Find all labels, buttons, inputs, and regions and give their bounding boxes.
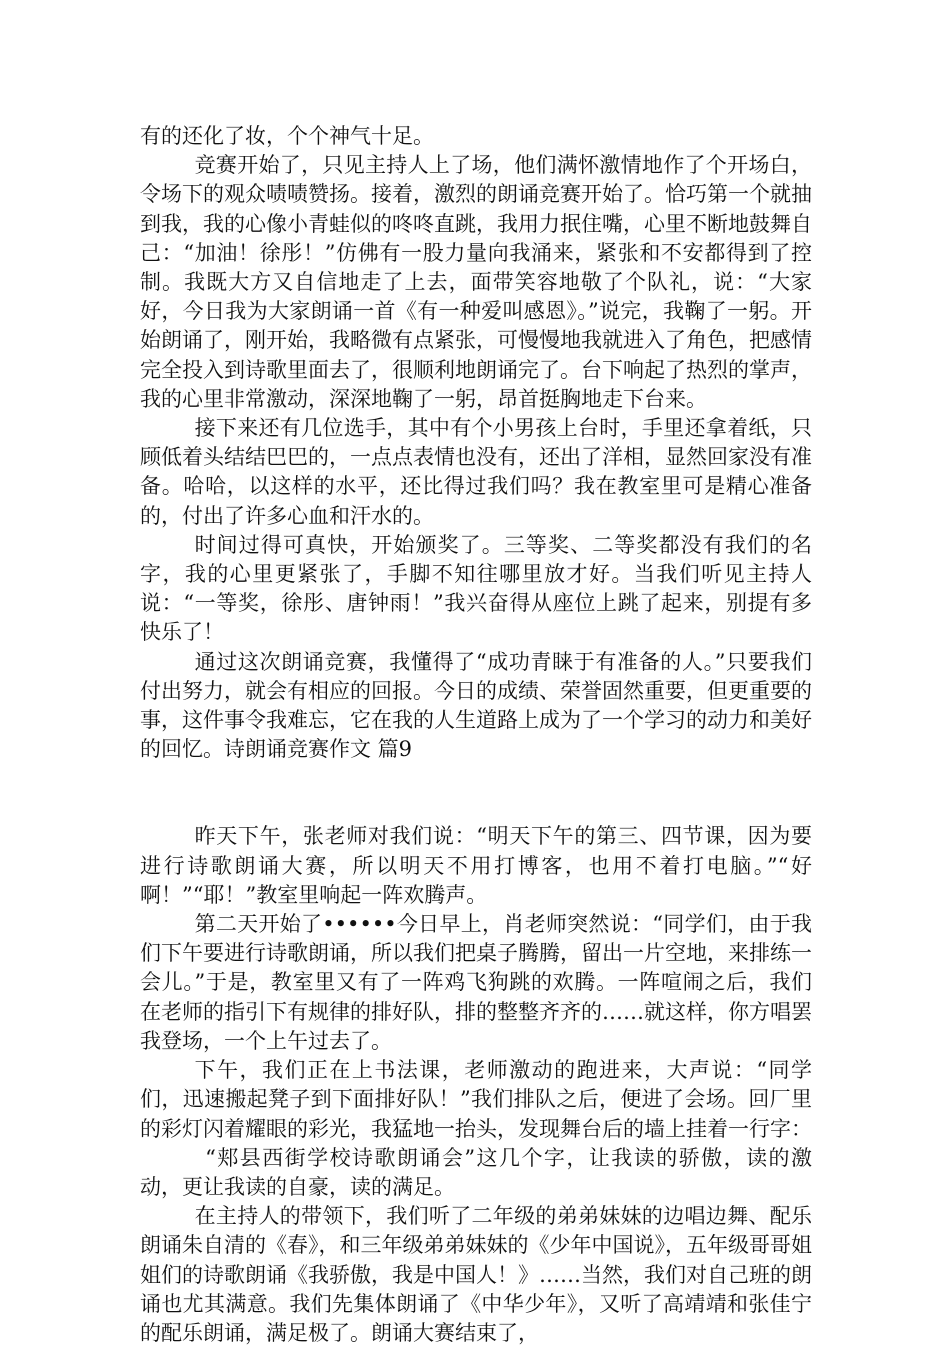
paragraph-4: 时间过得可真快，开始颁奖了。三等奖、二等奖都没有我们的名字，我的心里更紧张了，手脚不知往哪里放才好。当我们听见主持人说：“一等奖，徐彤、唐钟雨！”我兴奋得从座位上跳了起来，别提有多快乐了！ xyxy=(140,532,812,645)
document-page xyxy=(140,122,812,1348)
paragraph-9: “郏县西街学校诗歌朗诵会”这几个字，让我读的骄傲，读的激动，更让我读的自豪，读的满足。 xyxy=(140,1145,812,1199)
paragraph-7: 第二天开始了••••••今日早上，肖老师突然说：“同学们，由于我们下午要进行诗歌朗诵，所以我们把桌子腾腾，留出一片空地，来排练一会儿。”于是，教室里又有了一阵鸡飞狗跳的欢腾。一阵喧闹之后，我们在老师的指引下有规律的排好队，排的整整齐齐的……就这样，你方唱罢我登场，一个上午过去了。 xyxy=(140,912,812,1053)
paragraph-3: 接下来还有几位选手，其中有个小男孩上台时，手里还拿着纸，只顾低着头结结巴巴的，一点点表情也没有，还出了洋相，显然回家没有准备。哈哈，以这样的水平，还比得过我们吗？我在教室里可是精心准备的，付出了许多心血和汗水的。 xyxy=(140,416,812,528)
paragraph-1: 有的还化了妆，个个神气十足。 xyxy=(140,124,434,148)
paragraph-8: 下午，我们正在上书法课，老师激动的跑进来，大声说：“同学们，迅速搬起凳子到下面排好队！”我们排队之后，便进了会场。回厂里的彩灯闪着耀眼的彩光，我猛地一抬头，发现舞台后的墙上挂着一行字： xyxy=(140,1058,812,1141)
paragraph-6: 昨天下午，张老师对我们说：“明天下午的第三、四节课，因为要进行诗歌朗诵大赛，所以明天不用打博客，也用不着打电脑。”“好啊！”“耶！”教室里响起一阵欢腾声。 xyxy=(140,824,812,907)
paragraph-2: 竞赛开始了，只见主持人上了场，他们满怀激情地作了个开场白，令场下的观众啧啧赞扬。接着，激烈的朗诵竞赛开始了。恰巧第一个就抽到我，我的心像小青蛙似的咚咚直跳，我用力抿住嘴，心里不断地鼓舞自己：“加油！徐彤！”仿佛有一股力量向我涌来，紧张和不安都得到了控制。我既大方又自信地走了上去，面带笑容地敬了个队礼，说：“大家好，今日我为大家朗诵一首《有一种爱叫感恩》。”说完，我鞠了一躬。开始朗诵了，刚开始，我略微有点紧张，可慢慢地我就进入了角色，把感情完全投入到诗歌里面去了，很顺利地朗诵完了。台下响起了热烈的掌声，我的心里非常激动，深深地鞠了一躬，昂首挺胸地走下台来。 xyxy=(140,153,812,411)
section-spacer xyxy=(140,764,812,822)
paragraph-5: 通过这次朗诵竞赛，我懂得了“成功青睐于有准备的人。”只要我们付出努力，就会有相应的回报。今日的成绩、荣誉固然重要，但更重要的事，这件事令我难忘，它在我的人生道路上成为了一个学习的动力和美好的回忆。诗朗诵竞赛作文 篇9 xyxy=(140,649,812,762)
paragraph-10: 在主持人的带领下，我们听了二年级的弟弟妹妹的边唱边舞、配乐朗诵朱自清的《春》，和三年级弟弟妹妹的《少年中国说》，五年级哥哥姐姐们的诗歌朗诵《我骄傲，我是中国人！》……当然，我们对自己班的朗诵也尤其满意。我们先集体朗诵了《中华少年》，又听了高靖靖和张佳宁的配乐朗诵，满足极了。朗诵大赛结束了， xyxy=(140,1204,812,1345)
